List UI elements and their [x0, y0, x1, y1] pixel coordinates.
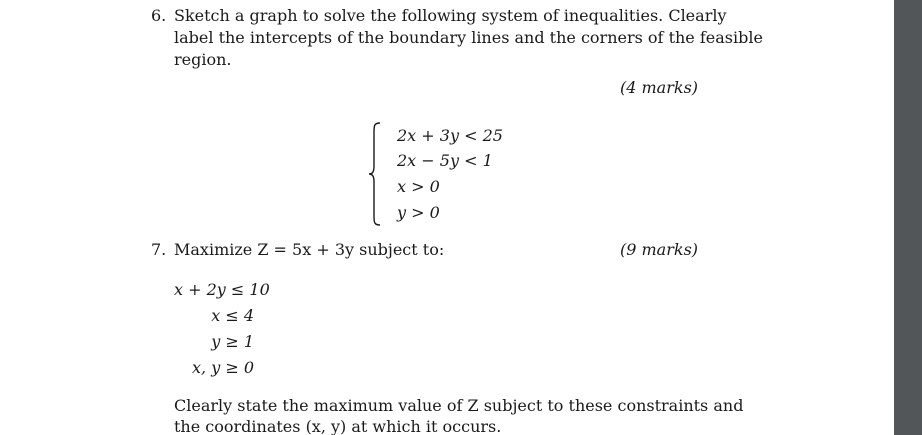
system-inequality-3: x > 0 — [397, 177, 440, 196]
q7-closing-line-2: the coordinates (x, y) at which it occurs. — [174, 417, 502, 435]
q6-text-line-2: label the intercepts of the boundary lines and the corners of the feasible — [174, 28, 763, 47]
q6-number: 6. — [151, 6, 167, 25]
q7-constraint-1: x + 2y ≤ 10 — [174, 280, 270, 299]
q6-text-line-1: Sketch a graph to solve the following system of inequalities. Clearly — [174, 6, 727, 25]
q7-text: Maximize Z = 5x + 3y subject to: — [174, 240, 445, 259]
q6-text-line-3: region. — [174, 50, 232, 69]
q7-constraint-4: x, y ≥ 0 — [192, 358, 254, 377]
system-brace — [368, 122, 382, 226]
system-inequality-4: y > 0 — [397, 203, 440, 222]
system-inequality-2: 2x − 5y < 1 — [397, 151, 493, 170]
system-inequality-1: 2x + 3y < 25 — [397, 126, 503, 145]
q7-marks: (9 marks) — [620, 240, 699, 259]
q6-marks: (4 marks) — [620, 78, 699, 97]
q7-closing-line-1: Clearly state the maximum value of Z subject to these constraints and — [174, 396, 744, 415]
q7-constraint-3: y ≥ 1 — [211, 332, 254, 351]
viewer-scrollbar-track[interactable] — [894, 0, 922, 435]
q7-number: 7. — [151, 240, 167, 259]
q7-constraint-2: x ≤ 4 — [211, 306, 254, 325]
